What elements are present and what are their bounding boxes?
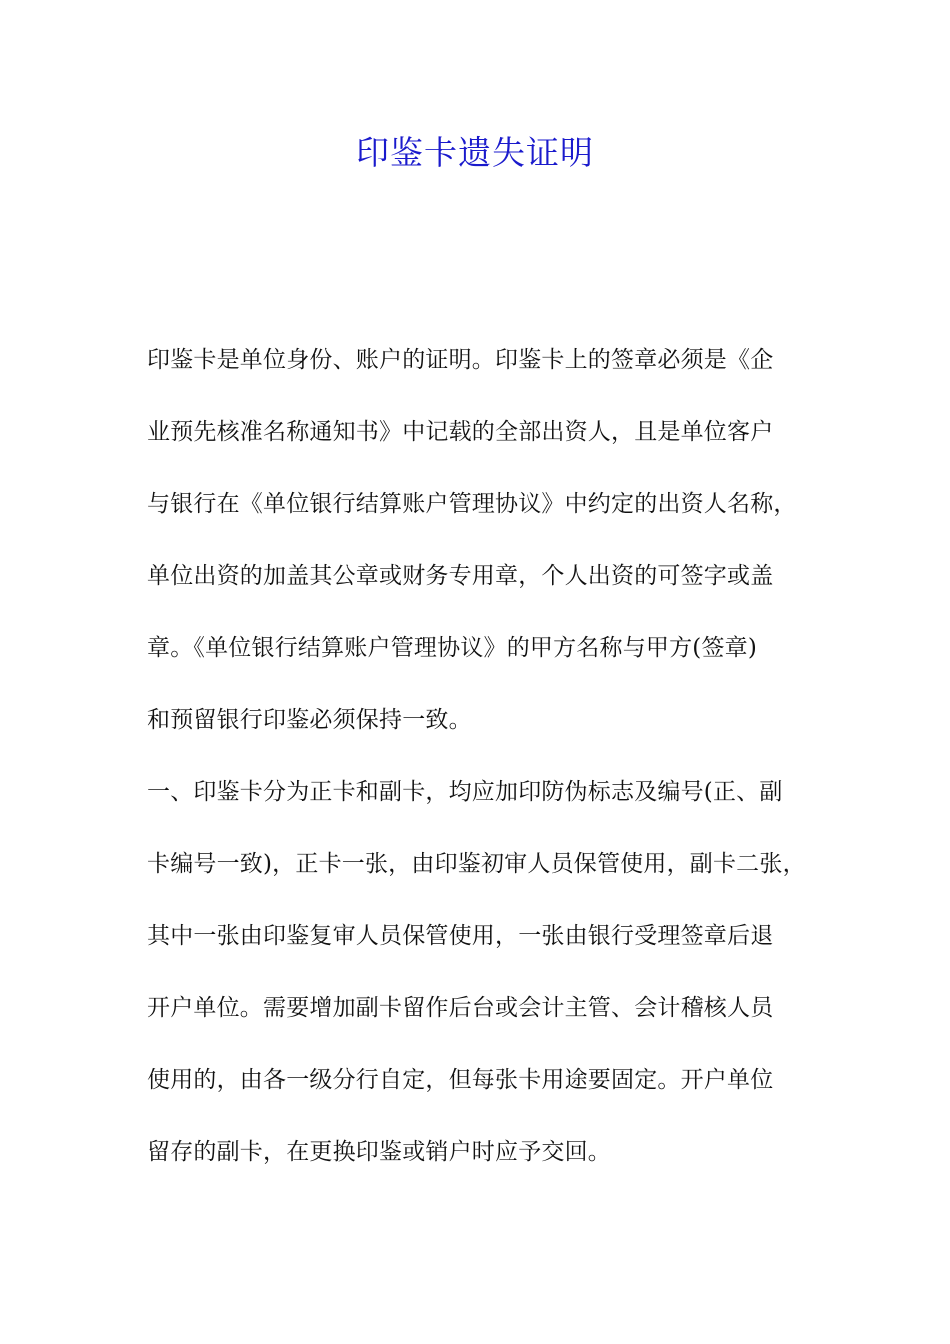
body-line: 卡编号一致)，正卡一张，由印鉴初审人员保管使用，副卡二张， (147, 851, 806, 877)
body-line: 和预留银行印鉴必须保持一致。 (147, 707, 472, 733)
body-line: 与银行在《单位银行结算账户管理协议》中约定的出资人名称， (147, 491, 797, 517)
body-line: 一、印鉴卡分为正卡和副卡，均应加印防伪标志及编号(正、副 (147, 779, 783, 805)
body-line: 章。《单位银行结算账户管理协议》的甲方名称与甲方(签章) (147, 635, 758, 661)
body-line: 单位出资的加盖其公章或财务专用章，个人出资的可签字或盖 (147, 563, 774, 589)
body-line: 留存的副卡，在更换印鉴或销户时应予交回。 (147, 1139, 611, 1165)
body-line: 开户单位。需要增加副卡留作后台或会计主管、会计稽核人员 (147, 995, 774, 1021)
body-line: 印鉴卡是单位身份、账户的证明。印鉴卡上的签章必须是《企 (147, 347, 774, 373)
body-line: 其中一张由印鉴复审人员保管使用，一张由银行受理签章后退 (147, 923, 774, 949)
document-title: 印鉴卡遗失证明 (356, 133, 594, 172)
body-line: 使用的，由各一级分行自定，但每张卡用途要固定。开户单位 (147, 1067, 774, 1093)
document-body (147, 333, 837, 1197)
body-line: 业预先核准名称通知书》中记载的全部出资人，且是单位客户 (147, 419, 774, 445)
